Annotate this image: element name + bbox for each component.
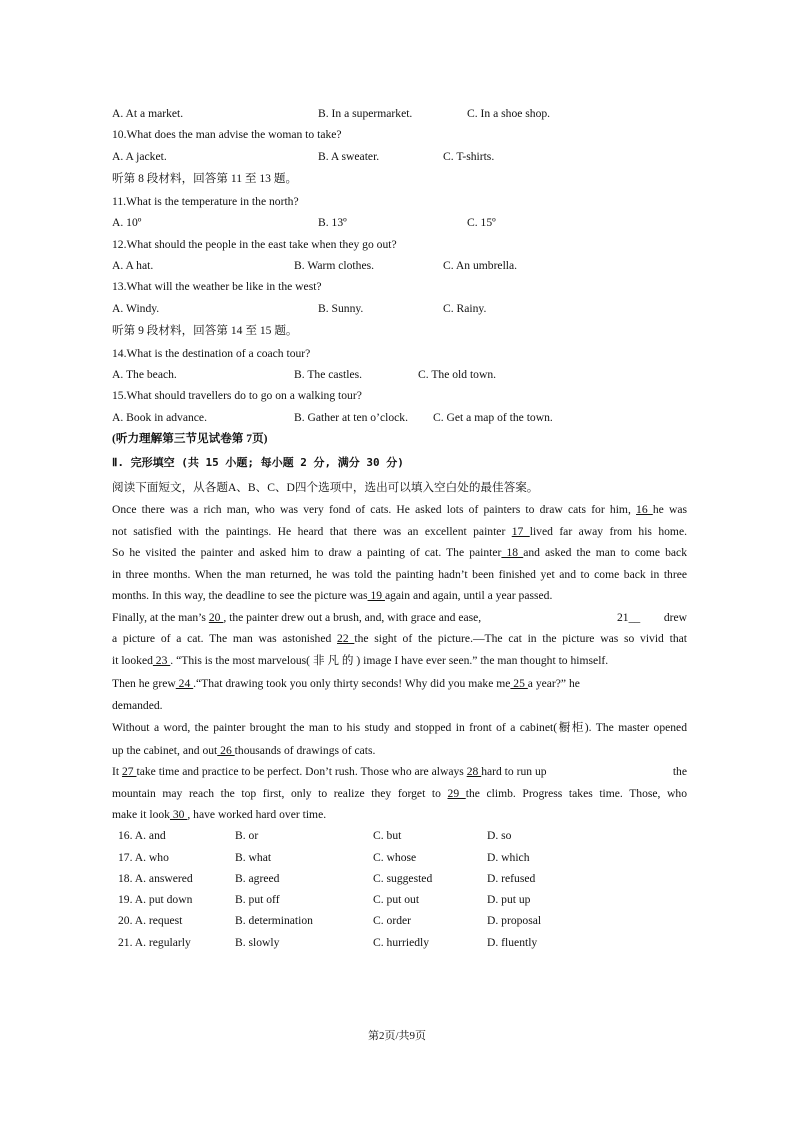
passage-text: the sight of the picture.—The cat in the picture was so vivid that [354, 632, 687, 645]
q15-option-c: C. Get a map of the town. [433, 411, 553, 424]
passage-text: the climb. Progress takes time. Those, who [465, 787, 688, 800]
option-21-c: C. hurriedly [373, 936, 430, 949]
option-20-d: D. proposal [487, 914, 542, 927]
q13-option-c: C. Rainy. [443, 302, 487, 315]
passage-text: , the painter drew out a brush, and, with grace and ease, [223, 611, 482, 624]
option-16-b: B. or [235, 829, 259, 842]
passage-text: hard to run up [481, 765, 547, 778]
blank-20: 20 [208, 611, 224, 624]
q11-option-c: C. 15º [467, 216, 496, 229]
page-footer: 第2页/共9页 [367, 1030, 427, 1042]
q13-option-b: B. Sunny. [318, 302, 364, 315]
q12-option-c: C. An umbrella. [443, 259, 518, 272]
q15-option-b: B. Gather at ten o’clock. [294, 411, 408, 424]
passage-text: thousands of drawings of cats. [234, 744, 376, 757]
blank-26: 26 [217, 744, 235, 757]
q14-option-b: B. The castles. [294, 368, 363, 381]
passage-text: Finally, at the man’s [112, 611, 209, 624]
passage-text: So he visited the painter and asked him to draw a painting of cat. The painter [112, 546, 502, 559]
passage-text: take time and practice to be perfect. Don’t rush. Those who are always [136, 765, 467, 778]
passage-text: make it look [112, 808, 170, 821]
blank-25: 25 [510, 677, 528, 690]
passage-line: in three months. When the man returned, he was told the painting hadn’t been finished yet and to come back in three [112, 568, 687, 581]
passage-line: Without a word, the painter brought the man to his study and stopped in front of a cabinet(橱柜). The master opened [112, 721, 687, 734]
passage-line [112, 654, 608, 668]
passage-text: the [672, 765, 687, 778]
option-20-a: 20. A. request [118, 914, 183, 927]
option-19-a: 19. A. put down [118, 893, 193, 906]
passage-line [112, 787, 687, 801]
passage-text: , have worked hard over time. [187, 808, 327, 821]
section-8-instruction: 听第 8 段材料，回答第 11 至 13 题。 [112, 172, 298, 185]
q13-option-a: A. Windy. [112, 302, 160, 315]
passage-text: again and again, until a year passed. [384, 589, 553, 602]
cloze-heading: Ⅱ. 完形填空 (共 15 小题; 每小题 2 分, 满分 30 分) [112, 456, 404, 469]
blank-24: 24 [175, 677, 194, 690]
passage-text: a picture of a cat. The man was astonished [112, 632, 338, 645]
section-9-instruction: 听第 9 段材料，回答第 14 至 15 题。 [112, 324, 298, 337]
passage-line [112, 744, 375, 758]
option-18-c: C. suggested [373, 872, 433, 885]
option-19-d: D. put up [487, 893, 531, 906]
q10-option-a: A. A jacket. [112, 150, 167, 163]
passage-line [112, 611, 687, 625]
blank-18: 18 [501, 546, 524, 559]
q9-option-a: A. At a market. [112, 107, 184, 120]
q15-option-a: A. Book in advance. [112, 411, 207, 424]
q11-option-b: B. 13º [318, 216, 347, 229]
passage-text: . “This is the most marvelous( 非 凡 的 ) image I have ever seen.” the man thought to himself. [170, 654, 609, 667]
passage-text: and asked the man to come back [523, 546, 688, 559]
q10-option-b: B. A sweater. [318, 150, 380, 163]
option-16-a: 16. A. and [118, 829, 166, 842]
passage-text: up the cabinet, and out [112, 744, 218, 757]
option-17-b: B. what [235, 851, 272, 864]
question-13: 13.What will the weather be like in the west? [112, 280, 322, 293]
option-16-c: C. but [373, 829, 402, 842]
option-20-c: C. order [373, 914, 411, 927]
option-17-c: C. whose [373, 851, 417, 864]
q9-option-c: C. In a shoe shop. [467, 107, 551, 120]
blank-19: 19 [367, 589, 385, 602]
passage-text: Once there was a rich man, who was very fond of cats. He asked lots of painters to draw cats for him, [112, 503, 637, 516]
passage-line [112, 589, 552, 603]
passage-text: drew [663, 611, 687, 624]
option-21-b: B. slowly [235, 936, 280, 949]
q14-option-a: A. The beach. [112, 368, 177, 381]
question-12: 12.What should the people in the east take when they go out? [112, 238, 397, 251]
passage-text: mountain may reach the top first, only to realize they forget to [112, 787, 448, 800]
passage-line [112, 503, 687, 517]
passage-text: he was [652, 503, 687, 516]
question-14: 14.What is the destination of a coach tour? [112, 347, 311, 360]
cloze-instruction: 阅读下面短文，从各题A、B、C、D四个选项中，选出可以填入空白处的最佳答案。 [112, 481, 539, 494]
q12-option-b: B. Warm clothes. [294, 259, 374, 272]
passage-line [112, 525, 687, 539]
option-18-d: D. refused [487, 872, 536, 885]
q14-option-c: C. The old town. [418, 368, 497, 381]
blank-27: 27 [121, 765, 137, 778]
question-15: 15.What should travellers do to go on a walking tour? [112, 389, 362, 402]
passage-text: not satisfied with the paintings. He heard that there was an excellent painter [112, 525, 512, 538]
blank-23: 23 [152, 654, 171, 667]
option-21-a: 21. A. regularly [118, 936, 191, 949]
option-19-b: B. put off [235, 893, 280, 906]
passage-line [112, 808, 326, 822]
option-16-d: D. so [487, 829, 512, 842]
passage-line: demanded. [112, 699, 163, 712]
option-17-d: D. which [487, 851, 530, 864]
passage-line [112, 765, 687, 779]
blank-28: 28 [466, 765, 482, 778]
passage-text: months. In this way, the deadline to see the picture was [112, 589, 368, 602]
option-18-a: 18. A. answered [118, 872, 193, 885]
passage-text: .“That drawing took you only thirty seconds! Why did you make me [193, 677, 511, 690]
passage-text: It [112, 765, 122, 778]
blank-17: 17 [511, 525, 530, 538]
passage-text: Then he grew [112, 677, 176, 690]
option-21-d: D. fluently [487, 936, 538, 949]
option-19-c: C. put out [373, 893, 420, 906]
q12-option-a: A. A hat. [112, 259, 154, 272]
q10-option-c: C. T-shirts. [443, 150, 495, 163]
blank-21: 21__ [617, 611, 641, 624]
passage-text: a year?” he [527, 677, 580, 690]
passage-line [112, 546, 687, 560]
blank-16: 16 [636, 503, 653, 516]
q9-option-b: B. In a supermarket. [318, 107, 413, 120]
blank-30: 30 [169, 808, 188, 821]
option-20-b: B. determination [235, 914, 313, 927]
blank-22: 22 [337, 632, 355, 645]
passage-text: it looked [112, 654, 153, 667]
question-11: 11.What is the temperature in the north? [112, 195, 299, 208]
question-10: 10.What does the man advise the woman to take? [112, 128, 342, 141]
option-17-a: 17. A. who [118, 851, 169, 864]
passage-line [112, 632, 687, 646]
passage-line [112, 677, 580, 691]
option-18-b: B. agreed [235, 872, 280, 885]
q11-option-a: A. 10º [112, 216, 142, 229]
blank-29: 29 [447, 787, 466, 800]
passage-text: lived far away from his home. [529, 525, 687, 538]
listening-note: (听力理解第三节见试卷第 7页) [112, 432, 268, 445]
